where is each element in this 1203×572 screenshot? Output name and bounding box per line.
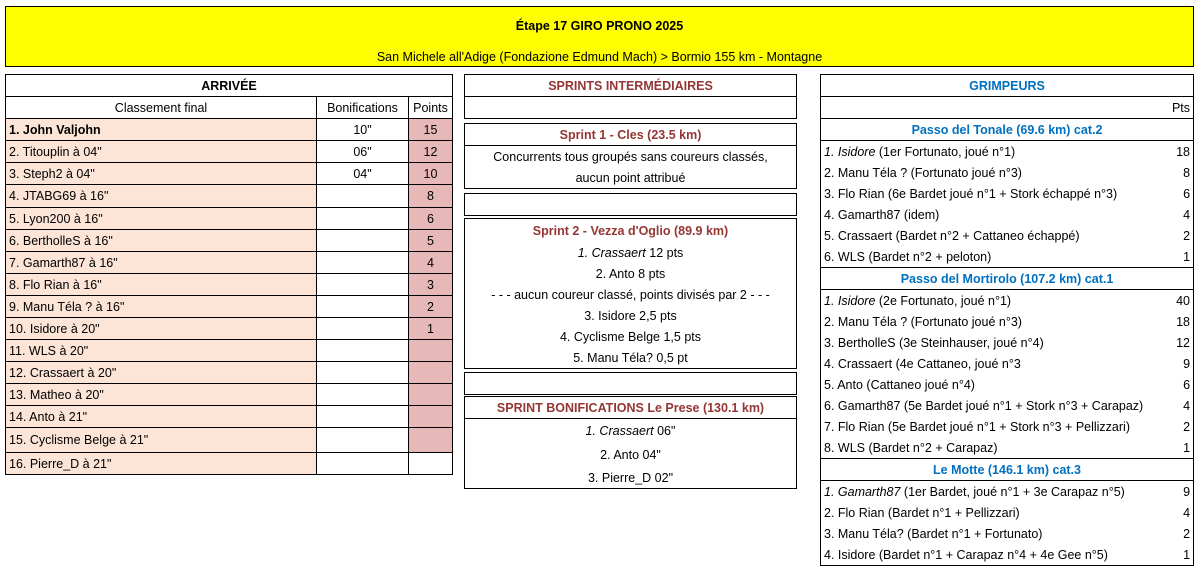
- sprint2-row-3: 3. Isidore 2,5 pts: [584, 308, 677, 323]
- climb-row: [821, 204, 1194, 225]
- sprints-title: SPRINTS INTERMÉDIAIRES: [465, 75, 797, 97]
- climb-title: Passo del Tonale (69.6 km) cat.2: [821, 119, 1194, 141]
- arrivee-points: [409, 362, 453, 384]
- climb-title: Passo del Mortirolo (107.2 km) cat.1: [821, 268, 1194, 290]
- arrivee-bonif: [317, 185, 409, 208]
- climb-row: [821, 353, 1194, 374]
- sprint2-r1-pts: 12 pts: [645, 245, 684, 260]
- sprint2-title: Sprint 2 - Vezza d'Oglio (89.9 km): [532, 223, 729, 238]
- arrivee-row: [6, 119, 453, 141]
- arrivee-rider: 10. Isidore à 20": [6, 318, 317, 340]
- climb-rider-detail: (1er Bardet, joué n°1 + 3e Carapaz n°5): [900, 484, 1125, 499]
- sprint2-note: - - - aucun coureur classé, points divisés par 2 - - -: [491, 287, 770, 302]
- arrivee-bonif: [317, 274, 409, 296]
- climb-rider: [821, 502, 1164, 523]
- arrivee-points: [409, 428, 453, 453]
- bonif-row-3: 3. Pierre_D 02": [587, 470, 674, 485]
- sprint1-title: Sprint 1 - Cles (23.5 km): [465, 124, 797, 146]
- climb-rider-detail: (Bardet n°2 + Carapaz): [865, 440, 998, 455]
- climb-pts: 18: [1176, 144, 1191, 159]
- arrivee-row: [6, 163, 453, 185]
- arrivee-rider: 4. JTABG69 à 16": [6, 185, 317, 208]
- arrivee-row: [6, 340, 453, 362]
- grimpeurs-title: GRIMPEURS: [821, 75, 1194, 97]
- arrivee-rider: 5. Lyon200 à 16": [6, 208, 317, 230]
- climb-rider-name: 4. Crassaert: [824, 356, 893, 371]
- climb-rider-name: 1. Gamarth87: [824, 484, 901, 499]
- arrivee-row: [6, 296, 453, 318]
- climb-pts: 12: [1176, 335, 1191, 350]
- arrivee-bonif: [317, 406, 409, 428]
- climb-row: [821, 290, 1194, 312]
- arrivee-bonif: [317, 208, 409, 230]
- climb-rider: [821, 374, 1164, 395]
- arrivee-points: 12: [409, 141, 453, 163]
- climb-rider-detail: (Cattaneo joué n°4): [862, 377, 975, 392]
- arrivee-row: [6, 406, 453, 428]
- arrivee-row: [6, 318, 453, 340]
- climb-row: [821, 437, 1194, 459]
- climb-rider: [821, 183, 1164, 204]
- col-classement-header: Classement final: [6, 97, 317, 119]
- arrivee-row: [6, 141, 453, 163]
- bonif-row-1: [465, 419, 797, 444]
- sprint2-row-4: 4. Cyclisme Belge 1,5 pts: [559, 329, 702, 344]
- climb-rider: [821, 523, 1164, 544]
- arrivee-row: [6, 362, 453, 384]
- climb-rider-name: 4. Gamarth87: [824, 207, 901, 222]
- sprint1-line2: aucun point attribué: [575, 170, 686, 185]
- arrivee-points: 2: [409, 296, 453, 318]
- climb-row: [821, 374, 1194, 395]
- arrivee-rider: 11. WLS à 20": [6, 340, 317, 362]
- climb-row: [821, 246, 1194, 268]
- col-points-header: Points: [409, 97, 453, 119]
- climb-pts: 18: [1176, 314, 1191, 329]
- climb-rider: [821, 311, 1164, 332]
- climb-rider: [821, 332, 1164, 353]
- climb-rider-detail: (6e Bardet joué n°1 + Stork échappé n°3): [884, 186, 1118, 201]
- climb-pts: 2: [1183, 228, 1191, 243]
- climb-row: [821, 225, 1194, 246]
- arrivee-points: 4: [409, 252, 453, 274]
- climb-rider-name: 7. Flo Rian: [824, 419, 885, 434]
- climb-row: [821, 141, 1194, 163]
- arrivee-bonif: [317, 453, 409, 475]
- arrivee-bonif: [317, 318, 409, 340]
- bonif-r1-val: 06": [653, 424, 676, 438]
- climb-pts: 40: [1176, 293, 1191, 308]
- arrivee-row: [6, 208, 453, 230]
- climb-rider: [821, 204, 1164, 225]
- arrivee-rider: 9. Manu Téla ? à 16": [6, 296, 317, 318]
- arrivee-table: [5, 74, 453, 475]
- arrivee-bonif: [317, 296, 409, 318]
- climb-rider-detail: (3e Steinhauser, joué n°4): [895, 335, 1044, 350]
- climb-row: [821, 311, 1194, 332]
- climb-row: [821, 162, 1194, 183]
- col-bonifications-header: Bonifications: [317, 97, 409, 119]
- arrivee-bonif: 06": [317, 141, 409, 163]
- climb-rider-detail: (Bardet n°1 + Pellizzari): [884, 505, 1020, 520]
- arrivee-bonif: 04": [317, 163, 409, 185]
- climb-rider: [821, 353, 1164, 374]
- climb-rider: [821, 395, 1164, 416]
- climb-rider-name: 6. Gamarth87: [824, 398, 901, 413]
- climb-row: [821, 332, 1194, 353]
- climb-rider-name: 3. Manu Téla?: [824, 526, 904, 541]
- climb-rider-detail: (Fortunato joué n°3): [907, 165, 1022, 180]
- climb-rider: [821, 544, 1164, 566]
- arrivee-points: [409, 406, 453, 428]
- climb-rider-detail: (5e Bardet joué n°1 + Stork n°3 + Pellizzari): [884, 419, 1130, 434]
- arrivee-rider: 8. Flo Rian à 16": [6, 274, 317, 296]
- arrivee-points: 15: [409, 119, 453, 141]
- climb-rider: [821, 437, 1164, 459]
- climb-rider: [821, 416, 1164, 437]
- climb-row: [821, 523, 1194, 544]
- climb-rider-detail: (5e Bardet joué n°1 + Stork n°3 + Carapaz): [900, 398, 1144, 413]
- arrivee-points: 6: [409, 208, 453, 230]
- arrivee-bonif: 10": [317, 119, 409, 141]
- arrivee-row: [6, 384, 453, 406]
- arrivee-rider: 6. BertholleS à 16": [6, 230, 317, 252]
- climb-rider-detail: (idem): [900, 207, 940, 222]
- climb-rider-name: 3. Flo Rian: [824, 186, 885, 201]
- bonif-sprint-title: SPRINT BONIFICATIONS Le Prese (130.1 km): [465, 397, 797, 419]
- arrivee-bonif: [317, 428, 409, 453]
- climb-rider: [821, 141, 1164, 163]
- climb-rider: [821, 246, 1164, 268]
- arrivee-points: 1: [409, 318, 453, 340]
- climb-pts: 6: [1183, 377, 1191, 392]
- stage-header: [5, 6, 1194, 67]
- climb-rider-detail: (4e Cattaneo, joué n°3: [892, 356, 1021, 371]
- arrivee-points: 3: [409, 274, 453, 296]
- climb-rider-detail: (Bardet n°2 + Cattaneo échappé): [892, 228, 1080, 243]
- grimpeurs-table: [820, 74, 1194, 566]
- climb-row: [821, 544, 1194, 566]
- sprint1-line1: Concurrents tous groupés sans coureurs classés,: [493, 149, 768, 164]
- arrivee-points: 5: [409, 230, 453, 252]
- arrivee-points: [409, 384, 453, 406]
- arrivee-points: 8: [409, 185, 453, 208]
- climb-row: [821, 416, 1194, 437]
- sprints-panel: [464, 74, 797, 489]
- pts-header: Pts: [1171, 100, 1191, 115]
- climb-rider-detail: (Bardet n°2 + peloton): [865, 249, 992, 264]
- arrivee-bonif: [317, 362, 409, 384]
- climb-rider-detail: (Fortunato joué n°3): [907, 314, 1022, 329]
- arrivee-rider: 16. Pierre_D à 21": [6, 453, 317, 475]
- climb-pts: 1: [1183, 249, 1191, 264]
- arrivee-row: [6, 428, 453, 453]
- arrivee-rider: 3. Steph2 à 04": [6, 163, 317, 185]
- climb-rider: [821, 225, 1164, 246]
- climb-rider-name: 6. WLS: [824, 249, 865, 264]
- sprint2-row-1: [465, 242, 797, 263]
- arrivee-bonif: [317, 384, 409, 406]
- climb-rider-name: 2. Manu Téla ?: [824, 314, 908, 329]
- stage-title: Étape 17 GIRO PRONO 2025: [515, 19, 684, 33]
- climb-row: [821, 395, 1194, 416]
- arrivee-rider: 15. Cyclisme Belge à 21": [6, 428, 317, 453]
- arrivee-bonif: [317, 252, 409, 274]
- sprint2-box: [464, 218, 797, 369]
- arrivee-rider: 14. Anto à 21": [6, 406, 317, 428]
- arrivee-rider: 1. John Valjohn: [6, 119, 317, 141]
- arrivee-row: [6, 274, 453, 296]
- arrivee-row: [6, 252, 453, 274]
- climb-pts: 9: [1183, 356, 1191, 371]
- climb-rider-name: 1. Isidore: [824, 293, 876, 308]
- climb-rider: [821, 162, 1164, 183]
- sprint1-box: [464, 123, 797, 189]
- climb-rider-detail: (Bardet n°1 + Carapaz n°4 + 4e Gee n°5): [875, 547, 1108, 562]
- climb-rider-name: 4. Isidore: [824, 547, 876, 562]
- climb-rider-name: 8. WLS: [824, 440, 865, 455]
- arrivee-row: [6, 185, 453, 208]
- climb-rider-detail: (1er Fortunato, joué n°1): [875, 144, 1016, 159]
- sprint2-row-5: 5. Manu Téla? 0,5 pt: [573, 350, 688, 365]
- climb-rider-name: 2. Flo Rian: [824, 505, 885, 520]
- climb-pts: 9: [1183, 484, 1191, 499]
- climb-pts: 8: [1183, 165, 1191, 180]
- arrivee-points: [409, 453, 453, 475]
- arrivee-bonif: [317, 340, 409, 362]
- climb-pts: 4: [1183, 505, 1191, 520]
- climb-pts: 6: [1183, 186, 1191, 201]
- arrivee-row: [6, 230, 453, 252]
- climb-row: [821, 502, 1194, 523]
- arrivee-row: [6, 453, 453, 475]
- climb-pts: 4: [1183, 207, 1191, 222]
- climb-row: [821, 481, 1194, 503]
- arrivee-rider: 2. Titouplin à 04": [6, 141, 317, 163]
- climb-rider-name: 5. Crassaert: [824, 228, 893, 243]
- arrivee-bonif: [317, 230, 409, 252]
- arrivee-rider: 12. Crassaert à 20": [6, 362, 317, 384]
- climb-rider-name: 1. Isidore: [824, 144, 876, 159]
- climb-rider-name: 2. Manu Téla ?: [824, 165, 908, 180]
- climb-rider-detail: (Bardet n°1 + Fortunato): [903, 526, 1043, 541]
- climb-rider: [821, 481, 1164, 503]
- climb-rider-name: 3. BertholleS: [824, 335, 896, 350]
- climb-pts: 1: [1183, 440, 1191, 455]
- climb-rider-name: 5. Anto: [824, 377, 863, 392]
- climb-pts: 2: [1183, 419, 1191, 434]
- climb-pts: 2: [1183, 526, 1191, 541]
- bonif-r1-name: 1. Crassaert: [585, 424, 654, 438]
- climb-row: [821, 183, 1194, 204]
- arrivee-points: 10: [409, 163, 453, 185]
- climb-rider: [821, 290, 1164, 312]
- stage-route: San Michele all'Adige (Fondazione Edmund Mach) > Bormio 155 km - Montagne: [376, 50, 823, 64]
- sprint2-r1-name: 1. Crassaert: [577, 245, 646, 260]
- climb-title: Le Motte (146.1 km) cat.3: [821, 459, 1194, 481]
- climb-pts: 4: [1183, 398, 1191, 413]
- bonif-row-2: 2. Anto 04": [600, 448, 661, 462]
- arrivee-rider: 13. Matheo à 20": [6, 384, 317, 406]
- arrivee-points: [409, 340, 453, 362]
- arrivee-title: ARRIVÉE: [6, 75, 453, 97]
- sprint2-row-2: 2. Anto 8 pts: [595, 266, 666, 281]
- arrivee-rider: 7. Gamarth87 à 16": [6, 252, 317, 274]
- climb-rider-detail: (2e Fortunato, joué n°1): [875, 293, 1012, 308]
- climb-pts: 1: [1183, 547, 1191, 562]
- bonif-sprint-box: [464, 396, 797, 489]
